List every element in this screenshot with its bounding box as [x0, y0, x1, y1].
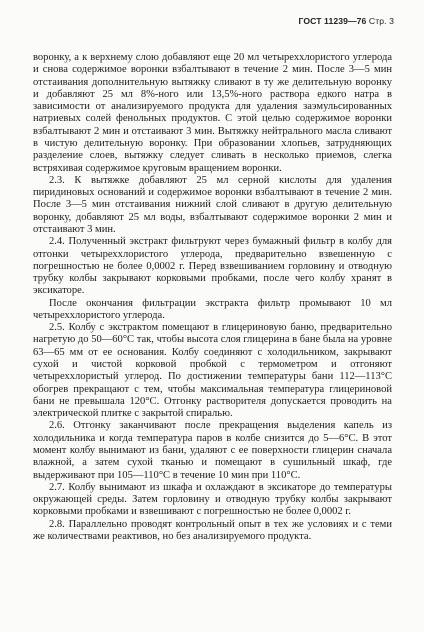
- page-number: Стр. 3: [368, 16, 394, 26]
- body-text: [33, 52, 392, 543]
- paragraph-continuation: воронку, а к верхнему слою добавляют еще 20 мл четыреххлористого углерода и снова содержимое воронки взбалтывают в течение 2 мин. После 3—5 мин отстаивания дополнительную вытяжку сливают в ту же делительную воронку и добавляют 25 мл 8%-ного или 13,5%-ного раствора едкого натра в зависимости от анализируемого продукта для удаления заэмульсированных натриевых солей фенольных продуктов. С этой целью содержимое воронки взбалтывают 2 мин и отстаивают 3 мин. Вытяжку нейтрального масла сливают в чистую делительную воронку. При образовании хлопьев, затрудняющих разделение слоев, вытяжку следует сливать в несколько приемов, слегка встряхивая содержимое круговым вращением воронки.: [33, 52, 392, 174]
- page-header: [298, 16, 394, 26]
- paragraph-2-3: 2.3. К вытяжке добавляют 25 мл серной кислоты для удаления пиридиновых оснований и содержимое воронки взбалтывают в течение 2 мин. После 3—5 мин отстаивания нижний слой сливают в другую делительную воронку, добавляют 25 мл воды, взбалтывают содержимое воронки 2 мин и отстаивают 3 мин.: [33, 174, 392, 235]
- paragraph-2-4-filtration: После окончания фильтрации экстракта фильтр промывают 10 мл четыреххлористого углерода.: [33, 297, 392, 321]
- standard-number: ГОСТ 11239—76: [298, 16, 367, 26]
- paragraph-2-7: 2.7. Колбу вынимают из шкафа и охлаждают в эксикаторе до температуры окружающей среды. Затем горловину и отводную трубку колбы закрывают корковыми пробками и взвешивают с погрешностью не более 0,0002 г.: [33, 481, 392, 518]
- paragraph-2-5: 2.5. Колбу с экстрактом помещают в глицериновую баню, предварительно нагретую до 50—60°С так, чтобы высота слоя глицерина в бане была на уровне 63—65 мм от ее основания. Колбу соединяют с холодильником, закрывают сухой и чистой корковой пробкой с термометром и отгоняют четыреххлористый углерод. По достижении температуры бани 112—113°С обогрев прекращают с тем, чтобы максимальная температура глицериновой бани не превышала 120°С. Отгонку растворителя допускается проводить на электрической плитке с закрытой спиралью.: [33, 322, 392, 420]
- paragraph-2-6: 2.6. Отгонку заканчивают после прекращения выделения капель из холодильника и когда температура паров в колбе снизится до 5—6°С. В этот момент колбу вынимают из бани, удаляют с ее поверхности глицерин сначала влажной, а затем сухой тканью и помещают в сушильный шкаф, где выдерживают при 105—110°С в течение 10 мин при 110°С.: [33, 420, 392, 481]
- paragraph-2-8: 2.8. Параллельно проводят контрольный опыт в тех же условиях и с теми же количествами реактивов, но без анализируемого продукта.: [33, 518, 392, 542]
- paragraph-2-4: 2.4. Полученный экстракт фильтруют через бумажный фильтр в колбу для отгонки четыреххлористого углерода, предварительно взвешенную с погрешностью не более 0,0002 г. Перед взвешиванием горловину и отводную трубку колбы закрывают корковыми пробками, после чего колбу хранят в эксикаторе.: [33, 236, 392, 297]
